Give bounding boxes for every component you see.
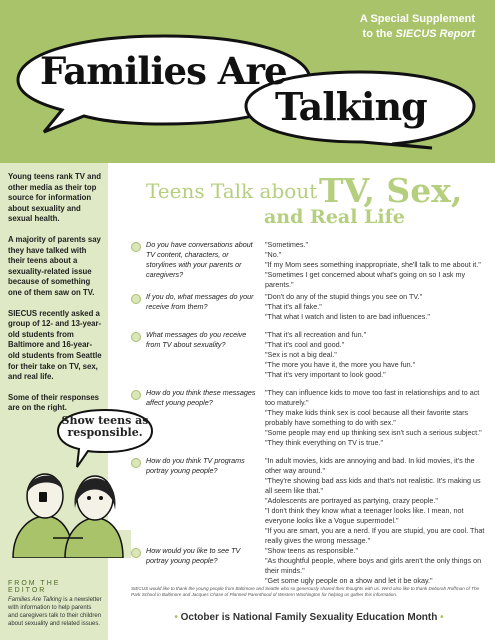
supplement-line-1: A Special Supplement (359, 13, 475, 25)
bullet-circle-icon (131, 548, 141, 558)
sidebar-paragraph: Young teens rank TV and other media as their top source for information about sexuality and sexual health. (8, 172, 101, 224)
qa-answer: "That what I watch and listen to are bad influences." (265, 312, 430, 321)
bullet-circle-icon (131, 242, 141, 252)
qa-answer: "Sex is not a big deal." (265, 350, 337, 359)
sidebar-paragraph: A majority of parents say they have talked with their teens about a sexuality-related issue because of something one of them saw on TV. (8, 234, 101, 297)
qa-answers (265, 546, 487, 586)
supplement-line-2: to the SIECUS Report (362, 28, 475, 40)
qa-answer: "They think everything on TV is true." (265, 438, 384, 447)
headline-and-real-life: and Real Life (264, 206, 405, 228)
qa-answer: "Some people may end up thinking sex isn't such a serious subject." (265, 428, 482, 437)
sidebar-paragraph: Some of their responses are on the right. (8, 392, 99, 413)
qa-answer: "If you are smart, you are a nerd. If you are stupid, you are cool. That really gives the wrong message." (265, 526, 485, 545)
bullet-icon: • (174, 612, 178, 623)
qa-answer: "I don't think they know what a teenager looks like. I mean, not everyone looks like a Vogue supermodel." (265, 506, 464, 525)
bullet-circle-icon (131, 332, 141, 342)
qa-question: What messages do you receive from TV about sexuality? (146, 330, 247, 349)
qa-answers (265, 240, 487, 290)
bullet-circle-icon (131, 294, 141, 304)
qa-answer: "In adult movies, kids are annoying and bad. In kid movies, it's the other way around." (265, 456, 475, 475)
title-talking: Talking (275, 84, 427, 129)
bullet-circle-icon (131, 390, 141, 400)
qa-answer: "If my Mom sees something inappropriate, she'll talk to me about it." (265, 260, 481, 269)
qa-answer: "That it's cool and good." (265, 340, 345, 349)
qa-question: How do you think TV programs portray young people? (146, 456, 245, 475)
qa-question: How would you like to see TV portray young people? (146, 546, 241, 565)
qa-answer: "Show teens as responsible." (265, 546, 359, 555)
qa-answer: "Sometimes I get concerned about what's going on so I ask my parents." (265, 270, 466, 289)
masthead (0, 0, 495, 163)
qa-question: If you do, what messages do your receive from them? (146, 292, 254, 311)
show-teens-bubble-text: Show teens as responsible. (61, 414, 149, 439)
qa-question: How do you think these messages affect young people? (146, 388, 256, 407)
qa-answers (265, 456, 487, 546)
bullet-icon: • (440, 612, 444, 623)
acknowledgement-footnote: SIECUS would like to thank the young people from Baltimore and Seattle who so generously shared their thoughts with us. We'd also like to thank Deborah Roffman of The Park School in Baltimore and Jacques Chase of Planned Parenthood of Western Washington for helping us gather this information. (131, 586, 480, 597)
sidebar (0, 163, 108, 640)
headline-teens-talk-about: Teens Talk about (146, 179, 318, 203)
month-banner-text: October is National Family Sexuality Education Month (177, 612, 441, 623)
bullet-circle-icon (131, 458, 141, 468)
from-the-editor (0, 577, 108, 640)
editor-heading: FROM THE EDITOR (8, 580, 61, 594)
qa-answer: "That it's very important to look good." (265, 370, 386, 379)
qa-answer: "They can influence kids to move too fast in relationships and to act too maturely." (265, 388, 480, 407)
qa-answer: "The more you have it, the more you have fun." (265, 360, 416, 369)
editor-text: Families Are Talking is a newsletter with information to help parents and caregivers talk to their children about sexuality and related issues. (8, 597, 102, 627)
supplement-label (360, 12, 475, 42)
qa-answer: "They make kids think sex is cool because all their favorite stars probably have something to do with sex." (265, 408, 469, 427)
headline-tv-sex: TV, Sex, (319, 171, 463, 210)
qa-answer: "As thoughtful people, where boys and girls aren't the only things on their minds." (265, 556, 482, 575)
qa-answer: "That it's all recreation and fun." (265, 330, 367, 339)
qa-answers (265, 388, 487, 448)
sidebar-paragraph: SIECUS recently asked a group of 12- and 13-year-old students from Baltimore and 16-year-old students from Seattle for their take on TV, sex, and real life. (8, 308, 102, 382)
qa-answer: "That it's all fake." (265, 302, 322, 311)
qa-answer: "Get some ugly people on a show and let it be okay." (265, 576, 433, 585)
qa-answers (265, 292, 487, 322)
qa-answer: "Don't do any of the stupid things you see on TV." (265, 292, 423, 301)
qa-answer: "They're showing bad ass kids and that's not realistic. It's making us all seem like that." (265, 476, 481, 495)
qa-question: Do you have conversations about TV content, characters, or storylines with your parents or caregivers? (146, 240, 253, 279)
month-banner (131, 612, 487, 623)
qa-answer: "No." (265, 250, 282, 259)
title-families-are: Families Are (40, 49, 287, 93)
qa-answer: "Sometimes." (265, 240, 309, 249)
qa-answer: "Adolescents are portrayed as partying, crazy people." (265, 496, 438, 505)
teens-watching-tv-illustration (3, 458, 131, 558)
qa-answers (265, 330, 487, 380)
